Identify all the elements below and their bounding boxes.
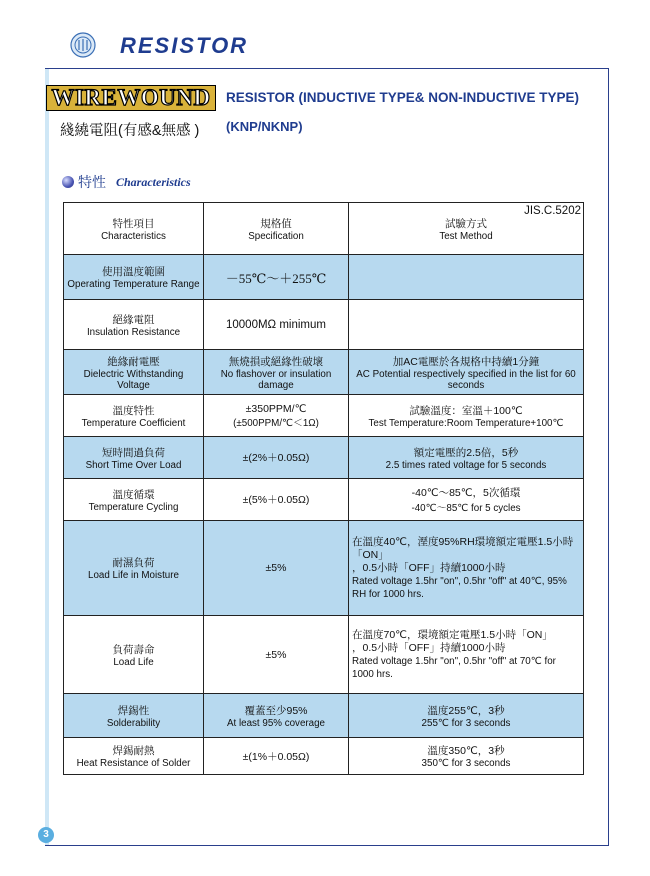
table-header-row: [64, 203, 584, 255]
table-row: 焊錫耐熱 Heat Resistance of Solder ±(1%＋0.05Ω) 溫度350℃，3秒 350℃ for 3 seconds: [64, 738, 584, 775]
frame-left-bar: [45, 69, 49, 845]
header-test-method: JIS.C.5202 試驗方式 Test Method: [349, 203, 584, 255]
page-number: 3: [38, 827, 54, 843]
resistor-circle-logo-icon: [70, 32, 96, 58]
header-characteristics: 特性項目 Characteristics: [64, 203, 204, 255]
chinese-title: 綫繞電阻(有感&無感 ): [60, 123, 200, 139]
table-row: 絕緣電阻 Insulation Resistance 10000MΩ minimum: [64, 300, 584, 350]
model-code: (KNP/NKNP): [226, 119, 303, 134]
section-label-en: Characteristics: [116, 175, 191, 189]
table-row: 焊錫性 Solderability 覆蓋至少95% At least 95% coverage 溫度255℃，3秒 255℃ for 3 seconds: [64, 694, 584, 738]
section-label-cn: 特性: [78, 174, 106, 190]
brand-title: RESISTOR: [120, 33, 249, 58]
table-row: 耐濕負荷 Load Life in Moisture ±5% 在溫度40℃，溼度95%RH環境額定電壓1.5小時「ON」 ，0.5小時「OFF」持續1000小時 Rated voltage 1.5hr "on", 0.5hr "off" at 40℃, 95% RH for 1000 hrs.: [64, 521, 584, 616]
header-specification: 規格值 Specification: [204, 203, 349, 255]
standard-label: JIS.C.5202: [524, 205, 581, 217]
table-row: 溫度特性 Temperature Coefficient ±350PPM/℃ (±500PPM/℃＜1Ω) 試驗溫度：室溫＋100℃ Test Temperature:Room Temperature+100℃: [64, 395, 584, 437]
table-row: 負荷壽命 Load Life ±5% 在溫度70℃，環境額定電壓1.5小時「ON」 ，0.5小時「OFF」持續1000小時 Rated voltage 1.5hr "on", 0.5hr "off" at 70℃ for 1000 hrs.: [64, 616, 584, 694]
section-bullet-icon: [62, 176, 74, 188]
table-row: 絶緣耐電壓 Dielectric Withstanding Voltage 無燒損或絕緣性破壞 No flashover or insulation damage 加AC電壓於各規格中持續1分鐘 AC Potential respectively specified in the list for 60 seconds: [64, 350, 584, 395]
table-row: 溫度循環 Temperature Cycling ±(5%＋0.05Ω) -40℃～85℃，5次循環 -40℃～85℃ for 5 cycles: [64, 479, 584, 521]
table-row: 短時間過負荷 Short Time Over Load ±(2%＋0.05Ω) 額定電壓的2.5倍，5秒 2.5 times rated voltage for 5 seconds: [64, 437, 584, 479]
product-subtitle: RESISTOR (INDUCTIVE TYPE& NON-INDUCTIVE TYPE): [226, 90, 580, 105]
table-row: 使用溫度範圍 Operating Temperature Range －55℃～＋255℃: [64, 255, 584, 300]
characteristics-table: [63, 202, 584, 775]
wirewound-badge: WIREWOUND: [46, 85, 216, 111]
